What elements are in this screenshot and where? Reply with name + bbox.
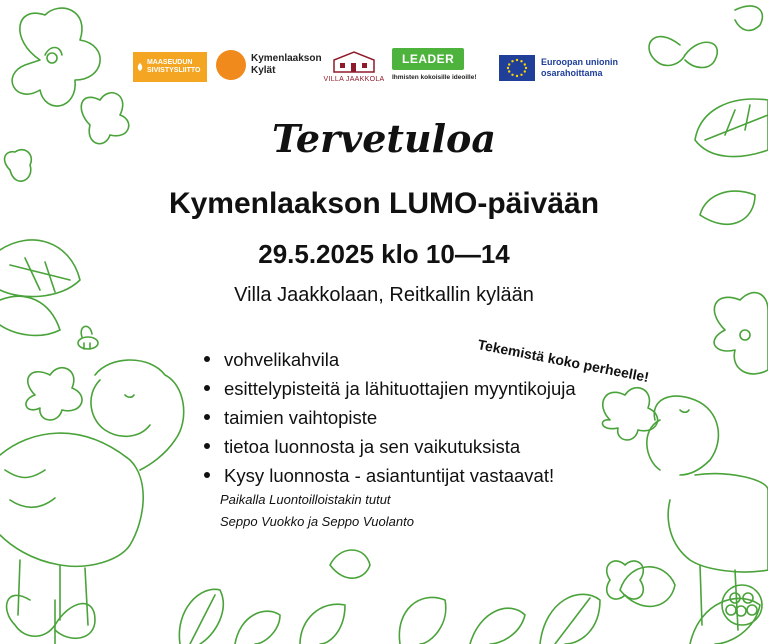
bee [78, 326, 98, 349]
list-item: Kysy luonnosta - asiantuntijat vastaavat! [204, 461, 576, 490]
kk-logo-line1: Kymenlaakson [251, 53, 322, 64]
vj-logo-text: VILLA JAAKKOLA [323, 76, 385, 83]
kymenlaakson-kylat-logo [216, 50, 322, 80]
kylat-emblem-icon [216, 50, 246, 80]
villa-building-icon [329, 48, 379, 74]
list-item: tietoa luonnosta ja sen vaikutuksista [204, 432, 576, 461]
bullet-icon [204, 414, 210, 420]
villa-jaakkola-logo [322, 48, 386, 83]
eu-flag-icon [499, 55, 535, 81]
event-title: Kymenlaakson LUMO-päivään [168, 187, 600, 220]
sheep-right [647, 396, 768, 630]
leader-logo [392, 48, 477, 81]
family-activities-note: Tekemistä koko perheelle! [476, 336, 651, 386]
list-item: taimien vaihtopiste [204, 403, 576, 432]
bullet-icon [204, 443, 210, 449]
butterfly-top-right [649, 6, 762, 68]
butterfly-bottom-left [7, 595, 95, 644]
list-item: vohvelikahvila [204, 345, 576, 374]
activity-list [204, 345, 576, 490]
maaseudun-sivistysliitto-logo [133, 52, 207, 82]
guests-line-1: Paikalla Luontoilloistakin tutut [220, 492, 391, 507]
eu-logo-line2: osarahoittama [541, 68, 603, 78]
event-location: Villa Jaakkolaan, Reitkallin kylään [234, 284, 534, 306]
kk-logo-line2: Kylät [251, 65, 276, 76]
event-datetime: 29.5.2025 klo 10—14 [258, 239, 510, 269]
pansy-left-middle [26, 368, 82, 420]
welcome-heading: Tervetuloa [272, 116, 496, 161]
raspberry-bottom-right [722, 585, 762, 625]
leader-badge: LEADER [392, 48, 464, 70]
list-item: esittelypisteitä ja lähituottajien myyntikojuja [204, 374, 576, 403]
eu-funding-logo [499, 55, 618, 81]
leader-tagline: Ihmisten kokoisille ideoille! [392, 74, 477, 81]
bullet-icon [204, 356, 210, 362]
leaves-bottom [179, 550, 760, 644]
bullet-icon [204, 472, 210, 478]
mvs-logo-text: MAASEUDUN SIVISTYSLIITTO [146, 59, 201, 74]
eu-logo-line1: Euroopan unionin [541, 57, 618, 67]
guests-note [220, 489, 414, 533]
bullet-icon [204, 385, 210, 391]
guests-line-2: Seppo Vuokko ja Seppo Vuolanto [220, 514, 414, 529]
leaf-icon [137, 60, 143, 74]
